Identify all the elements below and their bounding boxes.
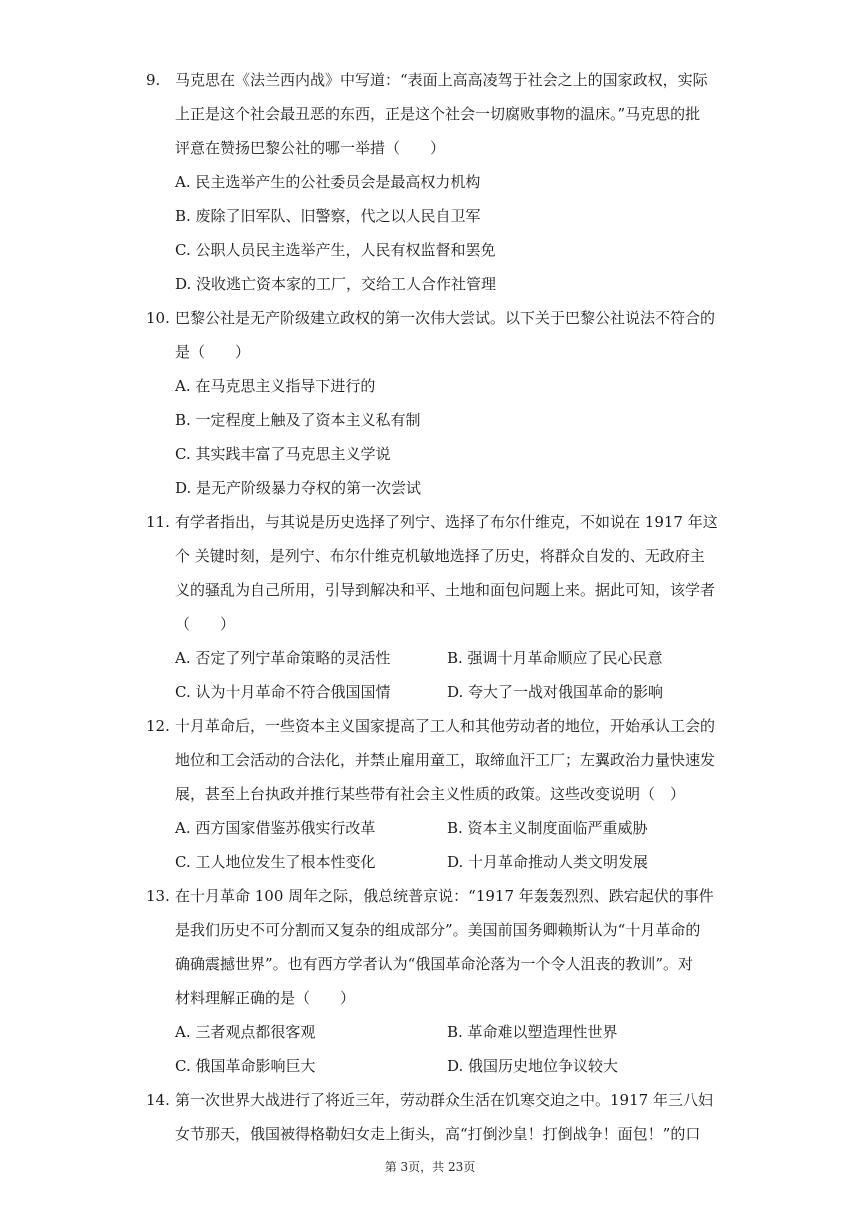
question-number: 14.	[146, 1091, 170, 1109]
option-d: D. 没收逃亡资本家的工厂，交给工人合作社管理	[175, 275, 497, 293]
option-b: B. 资本主义制度面临严重威胁	[447, 819, 648, 837]
option-c: C. 工人地位发生了根本性变化	[175, 853, 376, 871]
question-text-line: 地位和工会活动的合法化，并禁止雇用童工，取缔血汗工厂；左翼政治力量快速发	[175, 751, 716, 769]
question-text-line: 是我们历史不可分割而又复杂的组成部分”。美国前国务卿赖斯认为“十月革命的	[175, 921, 701, 939]
option-a: A. 西方国家借鉴苏俄实行改革	[175, 819, 376, 837]
option-c: C. 公职人员民主选举产生，人民有权监督和罢免	[175, 241, 496, 259]
question-text-line: 女节那天，俄国被得格勒妇女走上街头，高“打倒沙皇！打倒战争！面包！”的口	[175, 1125, 701, 1143]
question-text-line: 在十月革命 100 周年之际，俄总统普京说：“1917 年轰轰烈烈、跌宕起伏的事件	[175, 887, 714, 905]
question-text-line: 上正是这个社会最丑恶的东西，正是这个社会一切腐败事物的温床。”马克思的批	[175, 105, 701, 123]
question-text-line: （ ）	[175, 615, 236, 633]
option-a: A. 民主选举产生的公社委员会是最高权力机构	[175, 173, 481, 191]
question-text-line: 是（ ）	[175, 343, 251, 361]
option-d: D. 是无产阶级暴力夺权的第一次尝试	[175, 479, 422, 497]
question-number: 9.	[146, 71, 161, 89]
question-text-line: 马克思在《法兰西内战》中写道：“表面上高高凌驾于社会之上的国家政权，实际	[175, 71, 708, 89]
page-footer: 第 3页，共 23页	[384, 1160, 476, 1174]
option-d: D. 俄国历史地位争议较大	[447, 1057, 619, 1075]
question-number: 11.	[146, 513, 170, 531]
option-b: B. 废除了旧军队、旧警察，代之以人民自卫军	[175, 207, 481, 225]
question-text-line: 材料理解正确的是（ ）	[175, 989, 356, 1007]
question-number: 13.	[146, 887, 170, 905]
option-d: D. 十月革命推动人类文明发展	[447, 853, 649, 871]
option-c: C. 俄国革命影响巨大	[175, 1057, 316, 1075]
option-c: C. 认为十月革命不符合俄国国情	[175, 683, 391, 701]
question-text-line: 巴黎公社是无产阶级建立政权的第一次伟大尝试。以下关于巴黎公社说法不符合的	[175, 309, 716, 327]
option-b: B. 革命难以塑造理性世界	[447, 1023, 618, 1041]
question-number: 12.	[146, 717, 170, 735]
question-text-line: 评意在赞扬巴黎公社的哪一举措（ ）	[175, 139, 446, 157]
option-a: A. 否定了列宁革命策略的灵活性	[175, 649, 391, 667]
question-text-line: 个 关键时刻，是列宁、布尔什维克机敏地选择了历史，将群众自发的、无政府主	[175, 547, 705, 565]
option-a: A. 在马克思主义指导下进行的	[175, 377, 376, 395]
option-b: B. 一定程度上触及了资本主义私有制	[175, 411, 421, 429]
question-text-line: 有学者指出，与其说是历史选择了列宁、选择了布尔什维克，不如说在 1917 年这	[175, 513, 718, 531]
question-text-line: 十月革命后，一些资本主义国家提高了工人和其他劳动者的地位，开始承认工会的	[175, 717, 716, 735]
option-b: B. 强调十月革命顺应了民心民意	[447, 649, 663, 667]
question-text-line: 第一次世界大战进行了将近三年，劳动群众生活在饥寒交迫之中。1917 年三八妇	[175, 1091, 713, 1109]
option-c: C. 其实践丰富了马克思主义学说	[175, 445, 391, 463]
question-text-line: 展，甚至上台执政并推行某些带有社会主义性质的政策。这些改变说明（ ）	[175, 785, 686, 803]
question-number: 10.	[146, 309, 170, 327]
question-text-line: 确确震撼世界”。也有西方学者认为“俄国革命沦落为一个令人沮丧的教训”。对	[175, 955, 694, 973]
question-text-line: 义的骚乱为自己所用，引导到解决和平、土地和面包问题上来。据此可知，该学者	[175, 581, 716, 599]
option-d: D. 夸大了一战对俄国革命的影响	[447, 683, 664, 701]
option-a: A. 三者观点都很客观	[175, 1023, 316, 1041]
